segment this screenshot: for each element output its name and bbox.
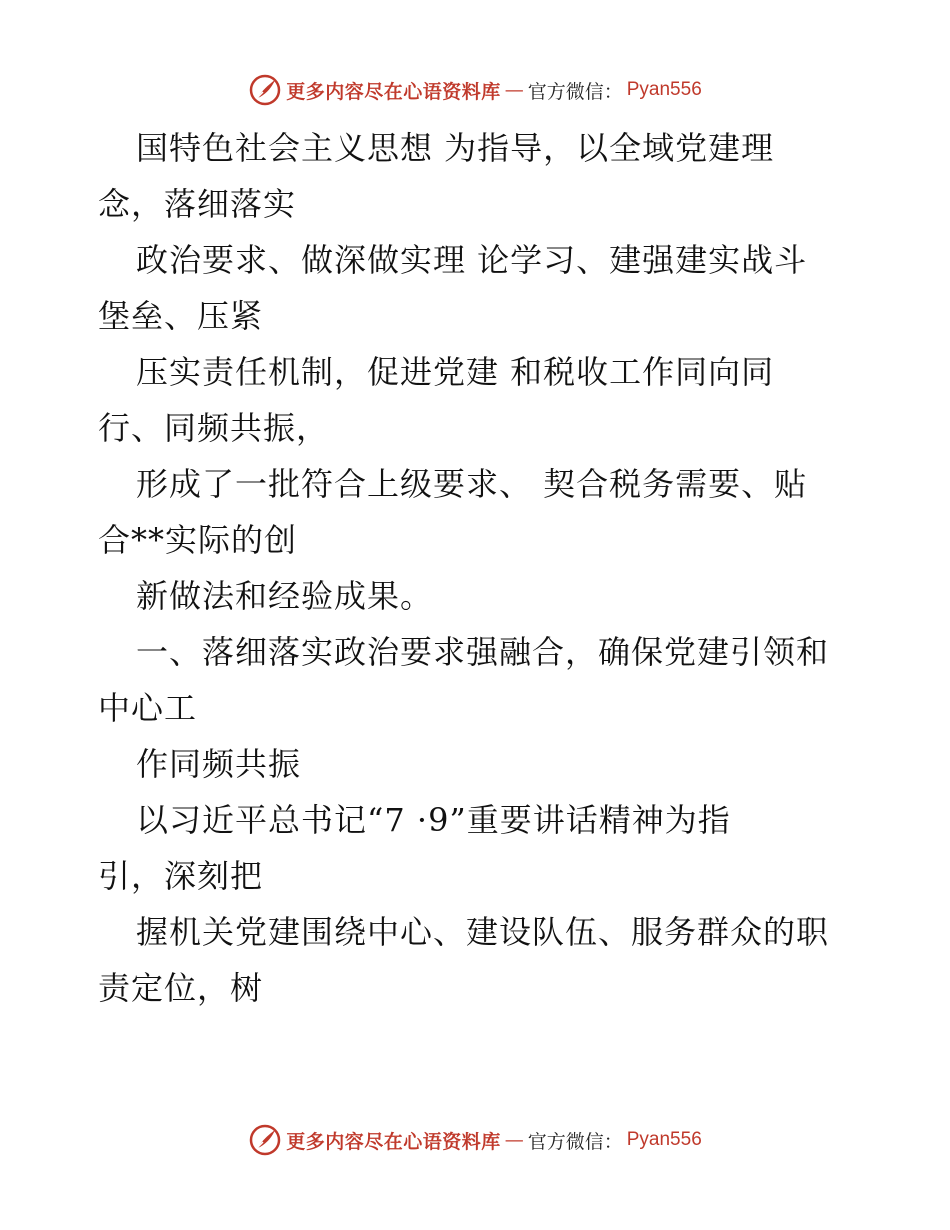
section-heading: 一、落细落实政治要求强融合，确保党建引领和 xyxy=(136,633,830,671)
text-line: 引，深刻把 xyxy=(98,857,264,895)
text-line: 堡垒、压紧 xyxy=(98,297,264,335)
text-line: 国特色社会主义思想 为指导，以全域党建理 xyxy=(136,129,775,167)
watermark-official-label: 官方微信： xyxy=(527,1130,623,1153)
header-watermark xyxy=(0,72,950,108)
text-line: 行、同频共振， xyxy=(98,409,330,447)
text-line: 责定位，树 xyxy=(98,969,264,1007)
text-line: 握机关党建围绕中心、建设队伍、服务群众的职 xyxy=(136,913,830,951)
document-body xyxy=(98,120,878,1016)
section-heading-continued: 中心工 xyxy=(98,689,198,727)
feather-pen-logo-icon xyxy=(248,1123,282,1157)
footer-watermark xyxy=(0,1122,950,1158)
watermark-wechat-id: Pyan556 xyxy=(626,79,702,100)
text-line: 形成了一批符合上级要求、 契合税务需要、贴 xyxy=(136,465,808,503)
section-heading-continued: 作同频共振 xyxy=(136,745,302,783)
text-line: 新做法和经验成果。 xyxy=(136,577,434,615)
text-line: 念，落细落实 xyxy=(98,185,297,223)
text-line: 压实责任机制，促进党建 和税收工作同向同 xyxy=(136,353,775,391)
watermark-separator: — xyxy=(504,79,524,101)
text-line: 合**实际的创 xyxy=(98,521,298,559)
watermark-wechat-id: Pyan556 xyxy=(626,1129,702,1150)
watermark-official-label: 官方微信： xyxy=(527,80,623,103)
watermark-separator: — xyxy=(504,1129,524,1151)
text-line: 政治要求、做深做实理 论学习、建强建实战斗 xyxy=(136,241,808,279)
watermark-site-text: 更多内容尽在心语资料库 xyxy=(286,1130,501,1153)
text-line: 以习近平总书记“7 ·9”重要讲话精神为指 xyxy=(136,801,731,839)
watermark-site-text: 更多内容尽在心语资料库 xyxy=(286,80,501,103)
feather-pen-logo-icon xyxy=(248,73,282,107)
